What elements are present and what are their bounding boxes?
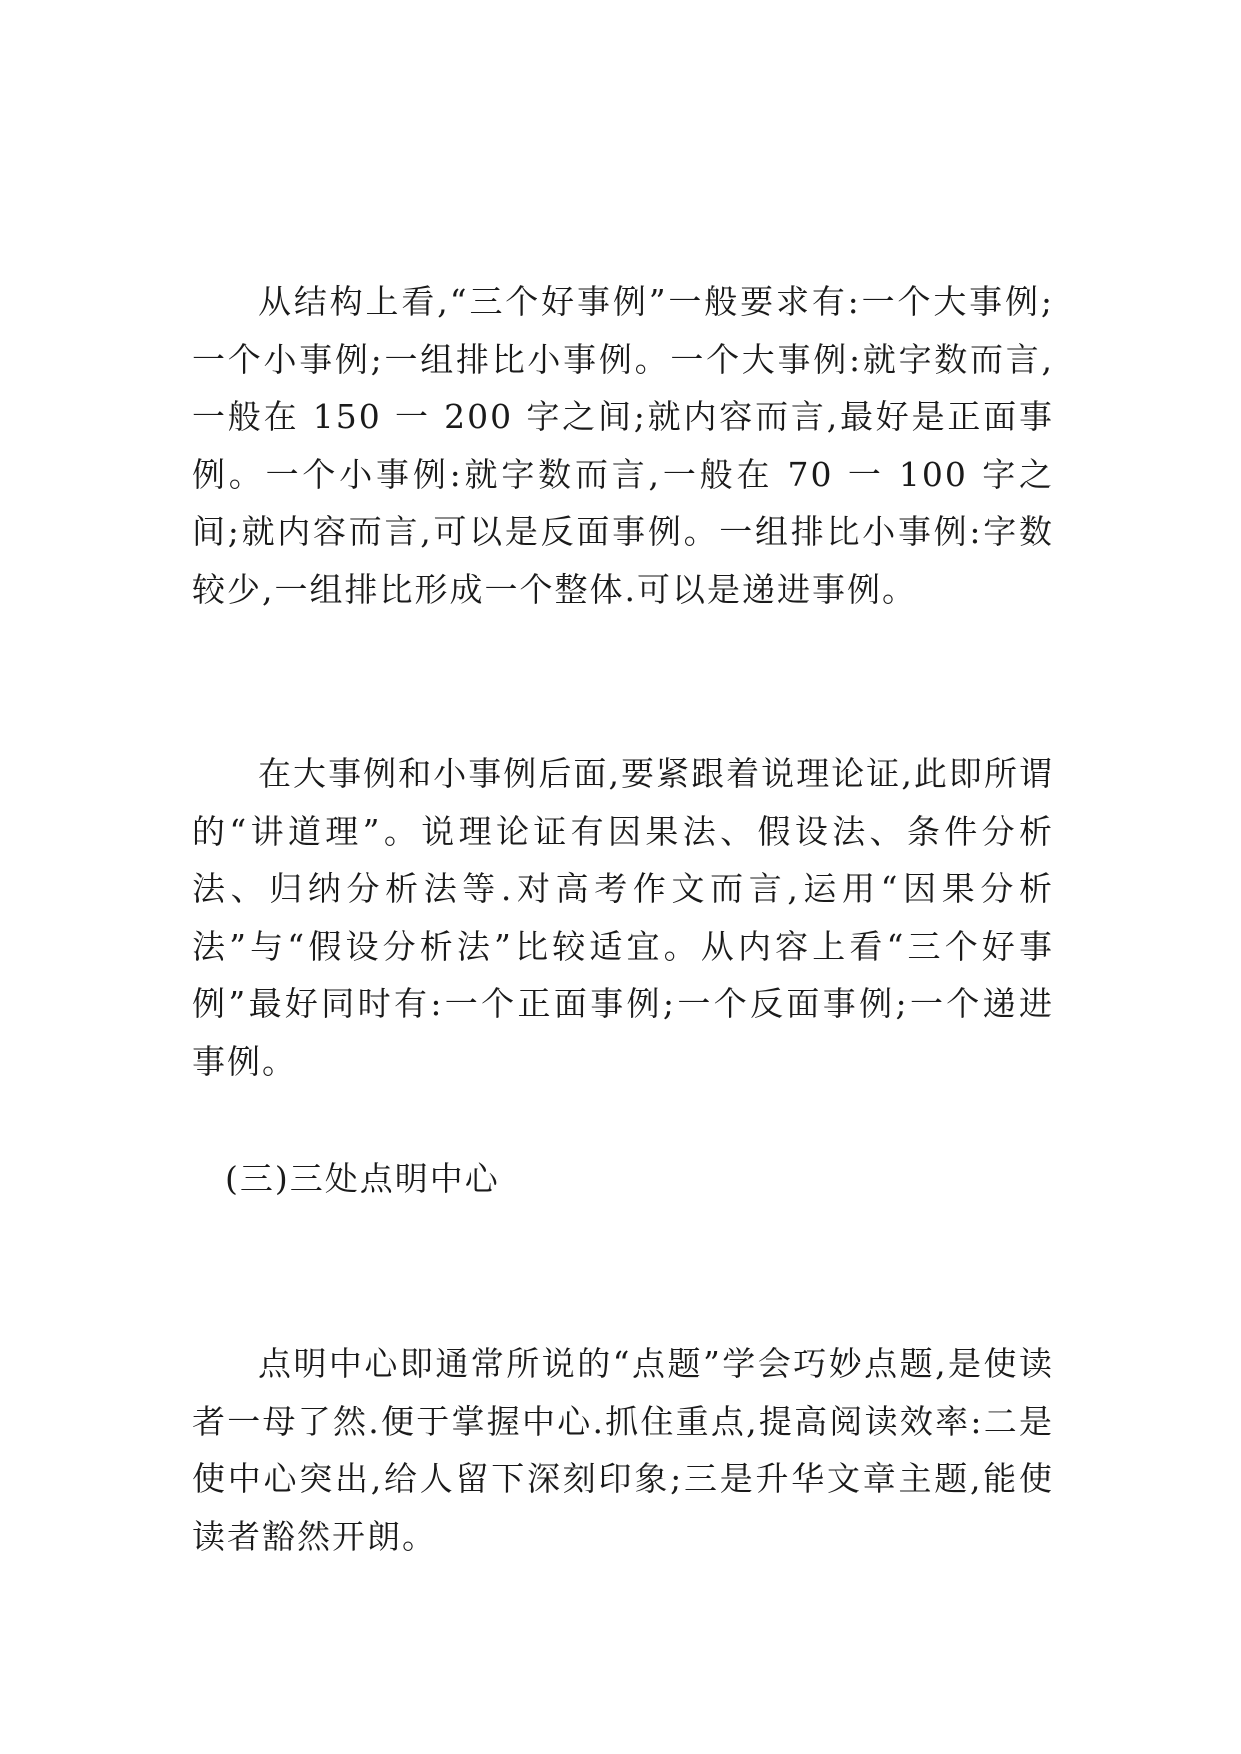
paragraph-reasoning: 在大事例和小事例后面,要紧跟着说理论证,此即所谓的“讲道理”。说理论证有因果法、假设法、条件分析法、归纳分析法等.对高考作文而言,运用“因果分析法”与“假设分析法”比较适宜。从内容上看“三个好事例”最好同时有:一个正面事例;一个反面事例;一个递进事例。 (192, 754, 1054, 1081)
paragraph-example-structure: 从结构上看,“三个好事例”一般要求有:一个大事例;一个小事例;一组排比小事例。一个大事例:就字数而言,一般在 150 一 200 字之间;就内容而言,最好是正面事例。一个小事例:就字数而言,一般在 70 一 100 字之间;就内容而言,可以是反面事例。一组排比小事例:字数较少,一组排比形成一个整体.可以是递进事例。 (192, 282, 1054, 609)
section-heading: (三)三处点明中心 (225, 1159, 500, 1198)
paragraph-highlight-center: 点明中心即通常所说的“点题”学会巧妙点题,是使读者一母了然.便于掌握中心.抓住重点,提高阅读效率:二是使中心突出,给人留下深刻印象;三是升华文章主题,能使读者豁然开朗。 (192, 1344, 1054, 1556)
